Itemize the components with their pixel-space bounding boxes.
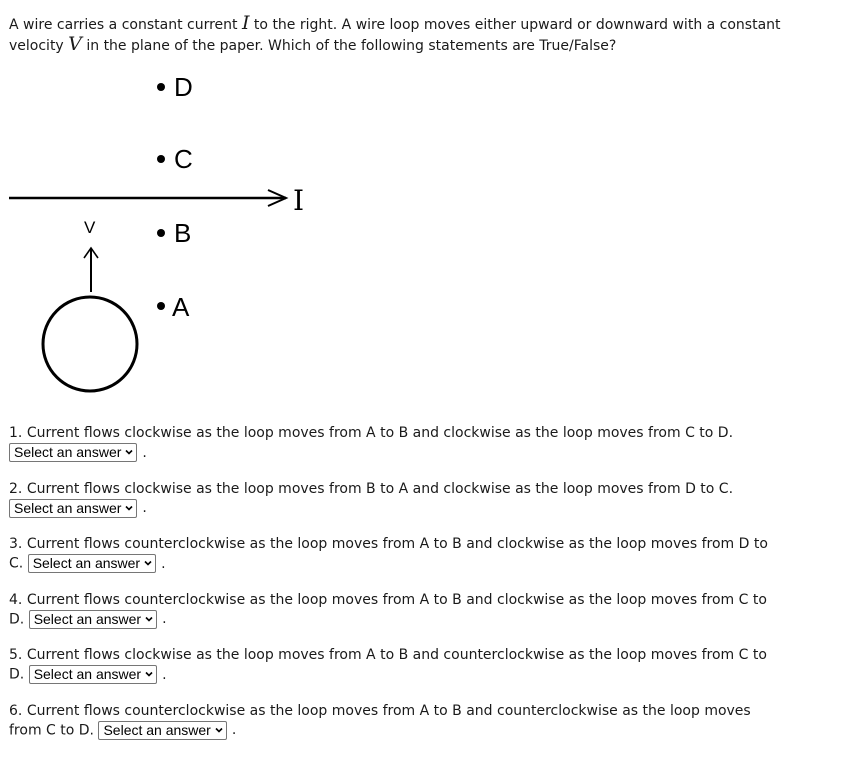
- statement-number: 4.: [9, 591, 23, 608]
- answer-select-value: Select an answer: [14, 444, 122, 460]
- point-b-dot: [157, 229, 165, 237]
- point-a-label: A: [172, 292, 190, 322]
- statement-2: [9, 480, 769, 519]
- statement-list: [9, 424, 809, 757]
- wire-loop: [43, 297, 137, 391]
- chevron-down-icon: [144, 559, 152, 567]
- statement-end-period: .: [162, 611, 167, 627]
- statement-4: [9, 591, 769, 630]
- answer-select-3[interactable]: [28, 554, 156, 573]
- diagram-svg: [0, 60, 852, 405]
- point-d-label: D: [174, 72, 193, 102]
- statement-number: 1.: [9, 425, 23, 441]
- point-c-label: C: [174, 144, 193, 174]
- statement-number: 3.: [9, 536, 23, 552]
- answer-select-value: Select an answer: [32, 555, 141, 571]
- statement-text: Current flows counterclockwise as the loop moves from A to B and counterclockwise as the loop moves from C to D.: [9, 702, 751, 738]
- statement-3: [9, 535, 769, 574]
- answer-select-value: Select an answer: [33, 666, 142, 682]
- statement-5: [9, 646, 769, 685]
- prompt-text-2: to the right. A wire loop moves either upward or downward with a constant velocity: [9, 17, 781, 54]
- point-c-dot: [157, 155, 165, 163]
- question-prompt: [9, 14, 789, 56]
- statement-number: 5.: [9, 647, 23, 663]
- chevron-down-icon: [125, 448, 133, 456]
- prompt-text-3: in the plane of the paper. Which of the following statements are True/False?: [81, 38, 617, 54]
- answer-select-value: Select an answer: [103, 721, 211, 738]
- chevron-down-icon: [145, 670, 153, 678]
- statement-number: 2.: [9, 480, 23, 497]
- statement-text: Current flows counterclockwise as the loop moves from A to B and clockwise as the loop moves from C to D.: [9, 591, 767, 627]
- chevron-down-icon: [215, 726, 223, 734]
- statement-end-period: .: [161, 555, 166, 572]
- statement-1: [9, 424, 769, 463]
- chevron-down-icon: [145, 615, 153, 623]
- point-a-dot: [157, 302, 165, 310]
- point-d-dot: [157, 83, 165, 91]
- diagram: [0, 60, 852, 405]
- answer-select-4[interactable]: [29, 610, 157, 629]
- statement-end-period: .: [142, 444, 147, 461]
- statement-number: 6.: [9, 702, 23, 719]
- chevron-down-icon: [125, 504, 133, 512]
- prompt-text-1: A wire carries a constant current: [9, 17, 242, 33]
- current-label: I: [293, 184, 305, 217]
- velocity-symbol: V: [68, 33, 82, 55]
- point-b-label: B: [174, 218, 192, 248]
- statement-end-period: .: [231, 722, 237, 738]
- current-symbol: I: [241, 12, 250, 34]
- statement-end-period: .: [142, 500, 147, 516]
- statement-6: [9, 702, 769, 741]
- answer-select-value: Select an answer: [33, 610, 142, 627]
- answer-select-6[interactable]: [98, 721, 226, 740]
- statement-text: Current flows clockwise as the loop moves from A to B and counterclockwise as the loop moves from C to D.: [9, 647, 767, 683]
- statement-text: Current flows clockwise as the loop moves from A to B and clockwise as the loop moves from C to D.: [26, 425, 734, 441]
- velocity-label: V: [84, 218, 96, 237]
- answer-select-1[interactable]: [9, 443, 137, 462]
- statement-text: Current flows counterclockwise as the loop moves from A to B and clockwise as the loop moves from D to C.: [9, 536, 768, 572]
- statement-text: Current flows clockwise as the loop moves from B to A and clockwise as the loop moves from D to C.: [26, 480, 734, 497]
- answer-select-value: Select an answer: [14, 499, 122, 516]
- statement-end-period: .: [162, 666, 167, 683]
- answer-select-2[interactable]: [9, 499, 137, 518]
- answer-select-5[interactable]: [29, 665, 157, 684]
